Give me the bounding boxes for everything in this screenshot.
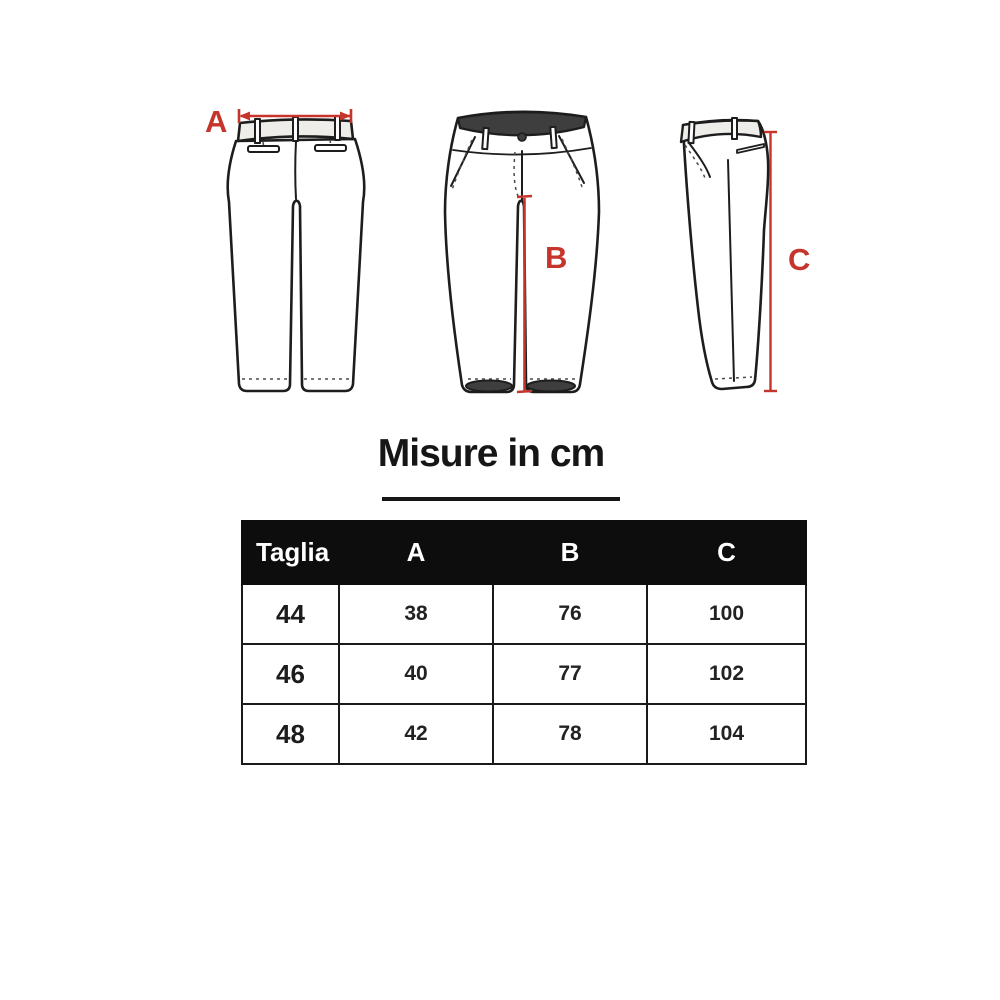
size-table-row-48 — [242, 704, 806, 764]
waistband-inside — [458, 112, 586, 135]
belt-loop — [732, 118, 737, 139]
pants-front-view-figure — [438, 98, 618, 410]
size-table-header-row — [242, 521, 806, 584]
pants-back-center-seam — [295, 141, 296, 199]
belt-loop — [550, 127, 556, 148]
pants-front-view-drawing — [438, 98, 618, 410]
back-welt-pocket — [248, 146, 279, 152]
size-cell-b: 77 — [493, 644, 647, 704]
leg-opening — [527, 381, 575, 392]
size-cell-a: 42 — [339, 704, 493, 764]
belt-loop — [482, 128, 488, 149]
measurement-label-c: C — [788, 242, 811, 277]
size-cell-c: 104 — [647, 704, 806, 764]
pants-side-body — [683, 120, 768, 389]
size-table-row-46 — [242, 644, 806, 704]
size-table-header-a: A — [339, 521, 493, 584]
size-cell-a: 40 — [339, 644, 493, 704]
measurement-label-b: B — [545, 240, 568, 275]
pants-side-view-drawing — [658, 98, 823, 410]
size-table-header-b: B — [493, 521, 647, 584]
back-welt-pocket — [315, 145, 346, 151]
title-underline — [382, 497, 620, 501]
belt-loop — [293, 117, 298, 141]
size-cell-taglia: 44 — [242, 584, 339, 644]
belt-loop — [255, 119, 260, 143]
belt-loop — [688, 122, 694, 143]
size-table-header-taglia: Taglia — [242, 521, 339, 584]
measurement-label-a: A — [205, 104, 228, 139]
pants-side-view-figure — [658, 98, 823, 410]
size-table — [241, 520, 807, 765]
pants-back-view-figure — [198, 96, 376, 408]
size-cell-a: 38 — [339, 584, 493, 644]
size-cell-b: 78 — [493, 704, 647, 764]
belt-loop — [335, 116, 340, 140]
size-cell-taglia: 48 — [242, 704, 339, 764]
size-cell-taglia: 46 — [242, 644, 339, 704]
pants-back-view-drawing — [198, 96, 376, 408]
size-cell-b: 76 — [493, 584, 647, 644]
size-cell-c: 100 — [647, 584, 806, 644]
waist-button — [518, 133, 526, 141]
size-table-header-c: C — [647, 521, 806, 584]
page-title: Misure in cm — [377, 432, 605, 475]
leg-opening — [466, 381, 512, 392]
size-cell-c: 102 — [647, 644, 806, 704]
size-table-row-44 — [242, 584, 806, 644]
